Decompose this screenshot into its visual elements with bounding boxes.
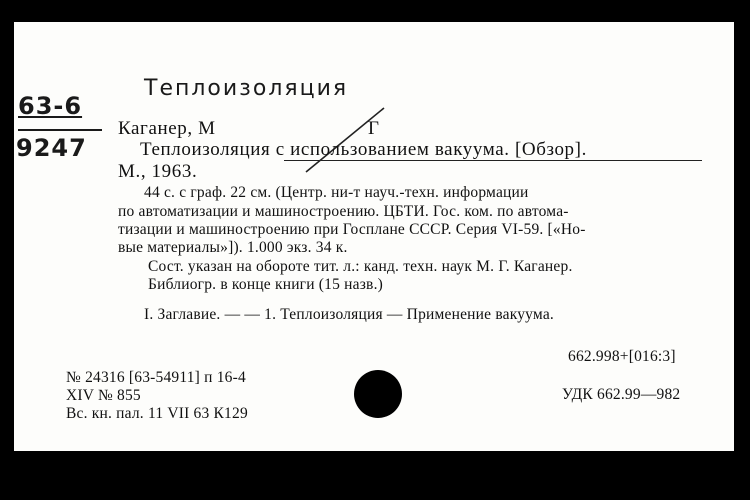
description-line: вые материалы»]). 1.000 экз. 34 к. [118, 239, 348, 256]
handwritten-shelf-mark-bottom: 9247 [16, 134, 87, 162]
imprint: М., 1963. [118, 161, 198, 182]
author-heading: Каганер, М [118, 118, 216, 139]
registry-number: XIV № 855 [66, 387, 141, 404]
udc-index: УДК 662.99—982 [562, 386, 681, 403]
title-line: Теплоизоляция с использованием вакуума. [Обзор]. [140, 139, 587, 160]
tracings: I. Заглавие. — — 1. Теплоизоляция — Применение вакуума. [144, 306, 554, 323]
title-underline [284, 160, 702, 161]
card-punch-hole [354, 370, 402, 418]
classification-index: 662.998+[016:3] [568, 348, 676, 365]
description-line: 44 с. с граф. 22 см. (Центр. ни-т науч.-техн. информации [144, 184, 529, 201]
handwritten-subject-heading: Теплоизоляция [144, 76, 349, 101]
description-line: по автоматизации и машиностроению. ЦБТИ. Гос. ком. по автома- [118, 203, 569, 220]
card-number: № 24316 [63-54911] п 16-4 [66, 369, 246, 386]
shelf-mark-divider [18, 129, 102, 131]
handwritten-shelf-mark-top: 63-6 [18, 92, 83, 120]
book-chamber-record: Вс. кн. пал. 11 VII 63 К129 [66, 405, 248, 422]
author-pencil-mark: Г [368, 118, 380, 139]
note-line: Сост. указан на обороте тит. л.: канд. техн. наук М. Г. Каганер. [148, 258, 573, 275]
note-line: Библиогр. в конце книги (15 назв.) [148, 276, 384, 293]
catalog-card [14, 22, 734, 451]
description-line: тизации и машиностроению при Госплане СССР. Серия VI-59. [«Но- [118, 221, 586, 238]
